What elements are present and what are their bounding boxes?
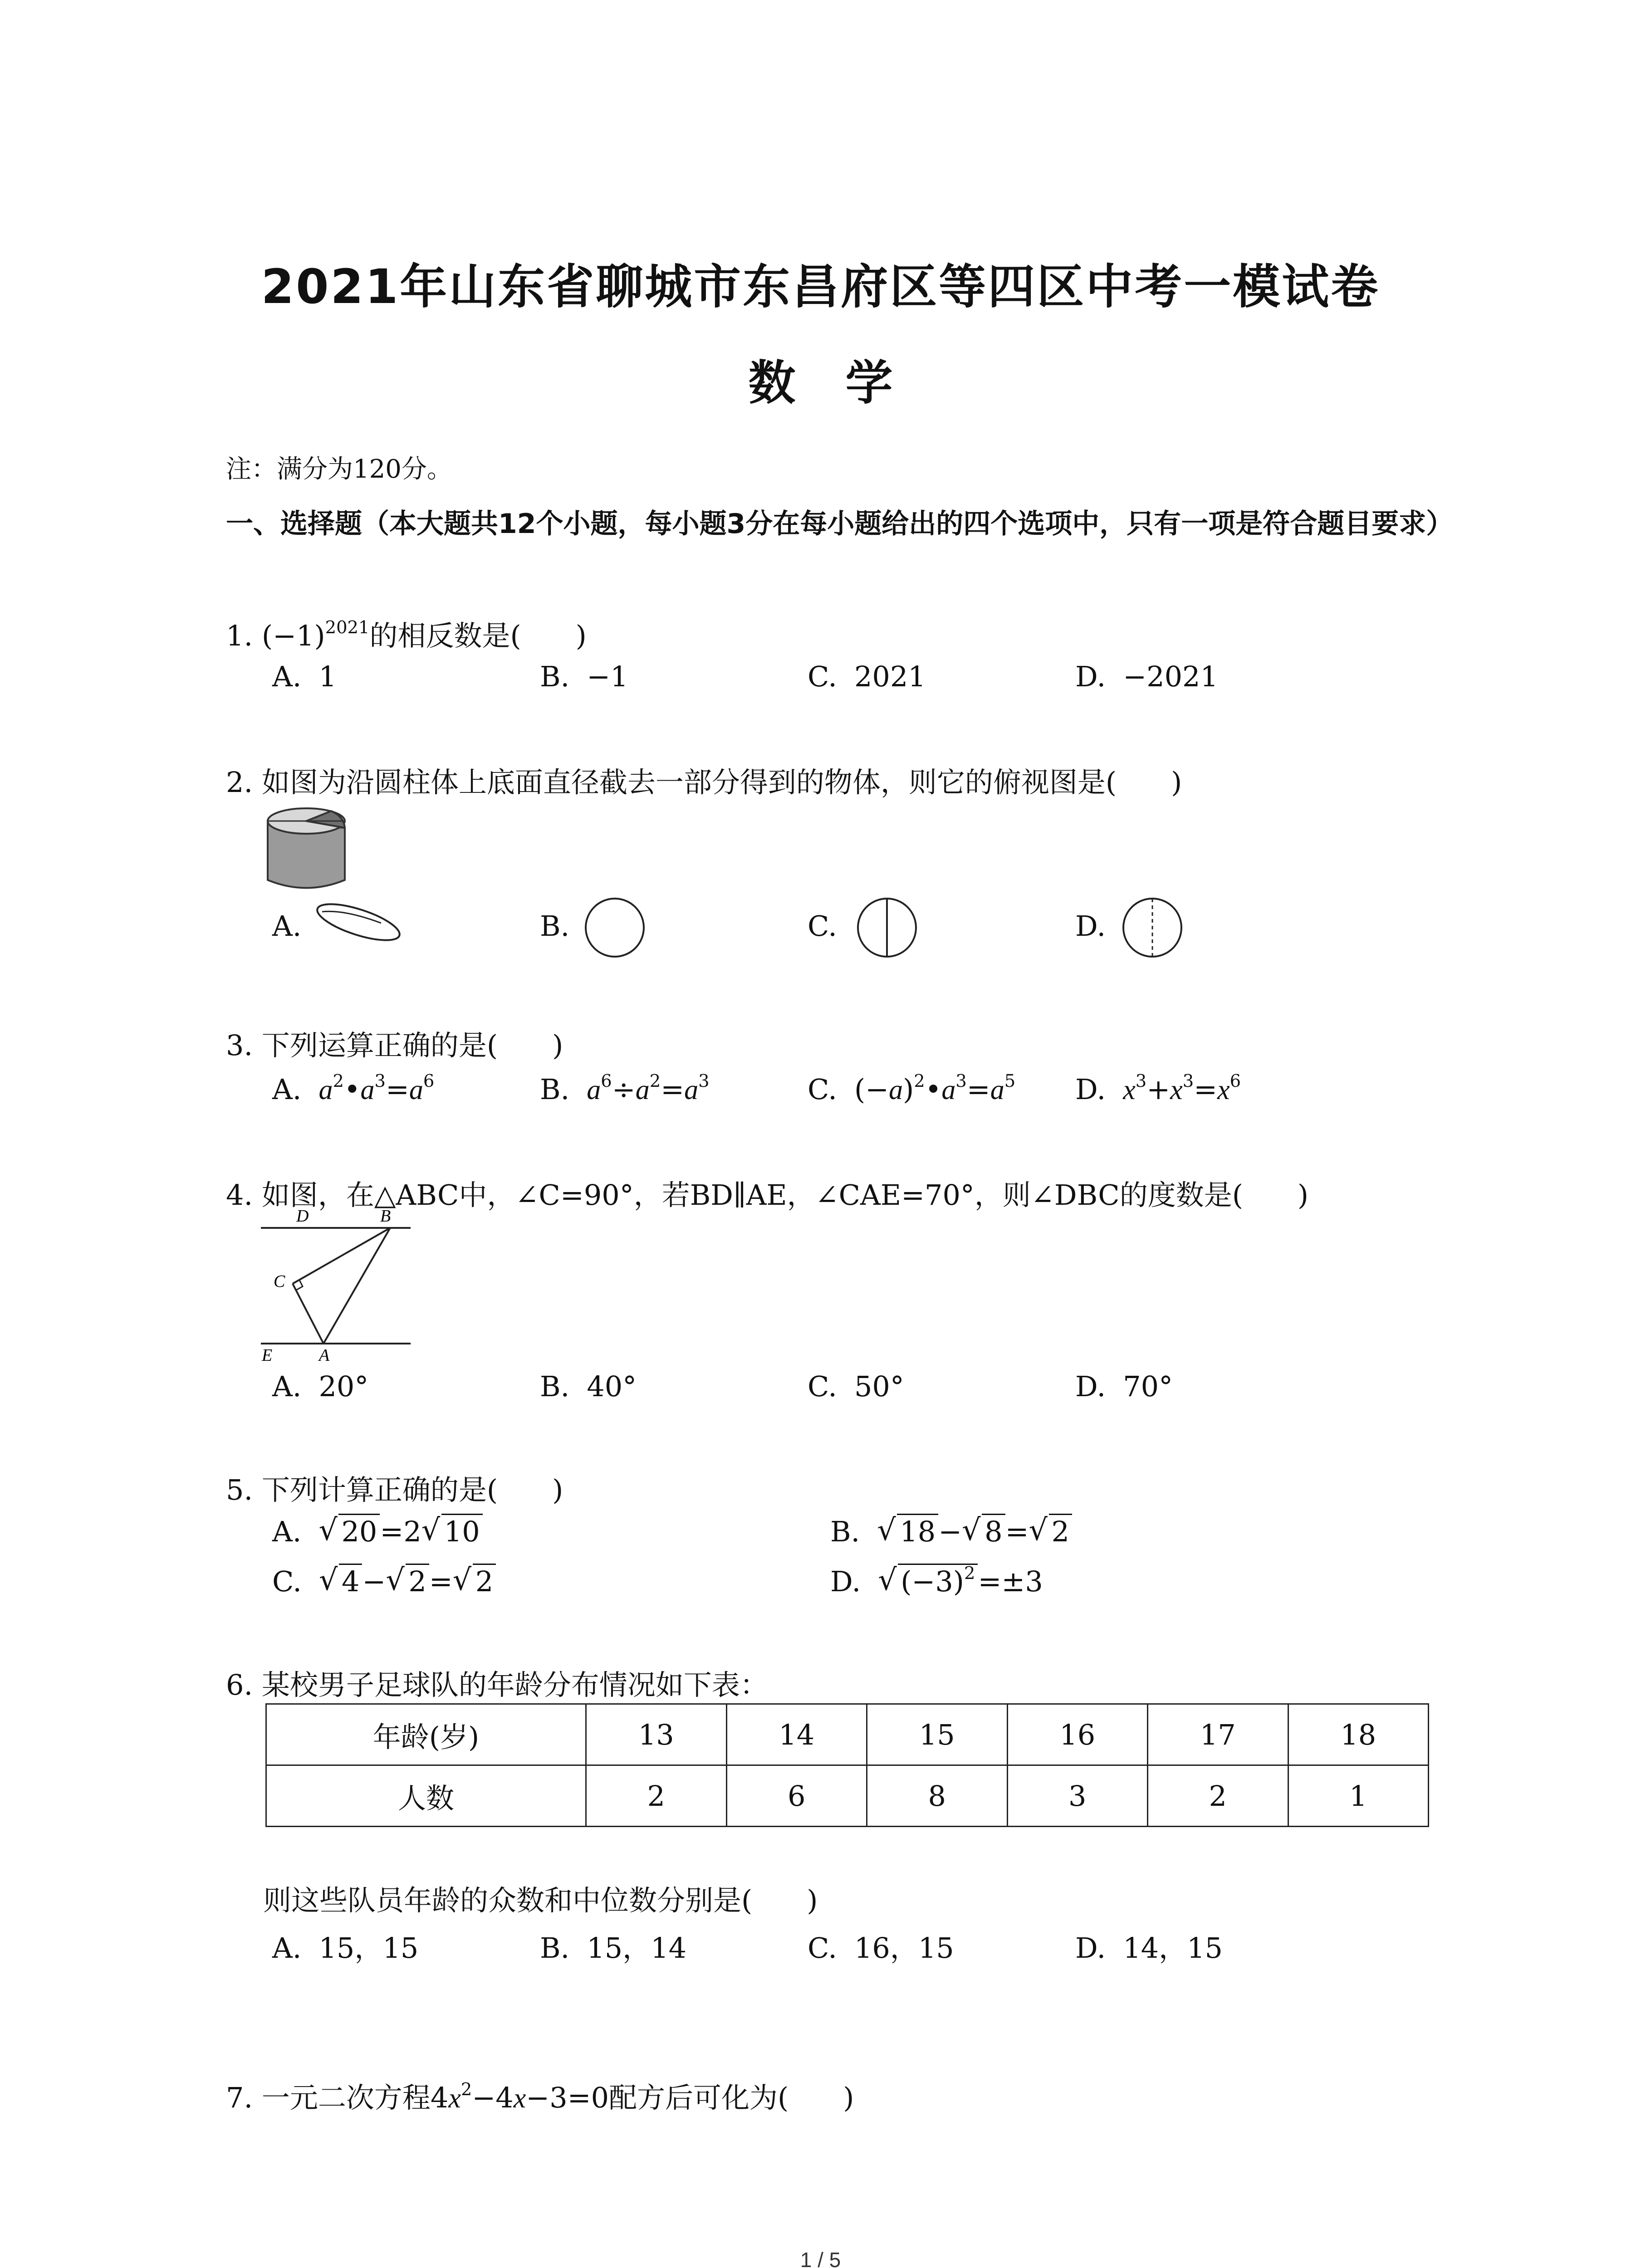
table-cell: 14 [726,1704,867,1765]
q5-option-c: C.√ 4−√ 2=√ 2 [272,1565,496,1598]
table-cell: 1 [1288,1765,1429,1827]
page-number: 1 / 5 [800,2248,841,2268]
q1-option-a: A. 1 [272,660,337,693]
table-cell: 3 [1007,1765,1148,1827]
table-cell: 15 [867,1704,1008,1765]
q5-option-b: B.√ 18−√ 8=√ 2 [830,1515,1072,1548]
table-cell: 17 [1148,1704,1288,1765]
q3-option-b: B. $a^6\div a^2=a^3$ [540,1071,710,1106]
q2-option-c-circle [855,896,919,959]
question-7: 7. 一元二次方程$4x^2-4x-3=0$配方后可化为( ) [226,2079,854,2114]
question-6: 6. 某校男子足球队的年龄分布情况如下表： [226,1668,768,1701]
q6-option-d: D. 14，15 [1075,1931,1223,1965]
q4-option-c: C. 50° [808,1370,904,1403]
q3-option-d: D. $x^3+x^3=x^6$ [1075,1071,1241,1106]
q3-option-a: A. $a^2•a^3=a^6$ [272,1071,435,1106]
question-5: 5. 下列计算正确的是( ) [226,1473,563,1506]
question-2: 2. 如图为沿圆柱体上底面直径截去一部分得到的物体，则它的俯视图是( ) [226,766,1182,799]
q2-option-a-figure [313,900,404,950]
triangle-figure [256,1209,420,1365]
question-3: 3. 下列运算正确的是( ) [226,1029,563,1062]
q6-option-a: A. 15，15 [272,1931,419,1965]
age-distribution-table [265,1703,1429,1827]
table-cell: 13 [586,1704,727,1765]
q2-option-b: B. [540,909,570,943]
q5-option-d: D.√ $(-3)^2=\pm 3$ [830,1565,1043,1598]
table-cell: 18 [1288,1704,1429,1765]
q2-option-d-circle [1121,896,1184,959]
q6-option-b: B. 15，14 [540,1931,687,1965]
label-b: B [380,1209,391,1226]
q5-option-a: A.√ 20=2√ 10 [272,1515,483,1548]
q6-option-c: C. 16，15 [808,1931,954,1965]
table-cell: 16 [1007,1704,1148,1765]
score-note: 注：满分为120分。 [226,455,452,484]
cut-cylinder-figure [263,803,354,894]
label-e: E [262,1346,273,1365]
table-cell: 2 [1148,1765,1288,1827]
table-header-age: 年龄(岁) [266,1704,586,1765]
page-subject: 数学 [748,355,943,411]
q2-option-b-circle [583,896,647,959]
table-row [266,1704,1429,1765]
q2-option-c: C. [808,909,837,943]
label-c: C [274,1272,285,1291]
table-cell: 6 [726,1765,867,1827]
q4-option-b: B. 40° [540,1370,637,1403]
table-cell: 2 [586,1765,727,1827]
q1-option-d: D. −2021 [1075,660,1218,693]
question-6-followup: 则这些队员年龄的众数和中位数分别是( ) [263,1884,818,1917]
q4-option-d: D. 70° [1075,1370,1173,1403]
page-title: 2021年山东省聊城市东昌府区等四区中考一模试卷 [261,259,1380,314]
table-row [266,1765,1429,1827]
q2-option-d: D. [1075,909,1106,943]
table-cell: 8 [867,1765,1008,1827]
q1-option-b: B. −1 [540,660,628,693]
question-4: 4. 如图，在△ABC中，∠C=90°，若BD∥AE，∠CAE=70°，则∠DBC的度数是( ) [226,1178,1309,1212]
label-a: A [319,1346,330,1365]
table-header-count: 人数 [266,1765,586,1827]
label-d: D [296,1209,309,1226]
q2-option-a: A. [272,909,302,943]
section-heading: 一、选择题（本大题共12个小题，每小题3分在每小题给出的四个选项中，只有一项是符合题目要求） [226,508,1454,540]
q1-option-c: C. 2021 [808,660,926,693]
q4-option-a: A. 20° [272,1370,369,1403]
q3-option-c: C. $(-a)^2•a^3=a^5$ [808,1071,1016,1106]
question-1: 1. $(-1)^{2021}$的相反数是( ) [226,617,587,652]
